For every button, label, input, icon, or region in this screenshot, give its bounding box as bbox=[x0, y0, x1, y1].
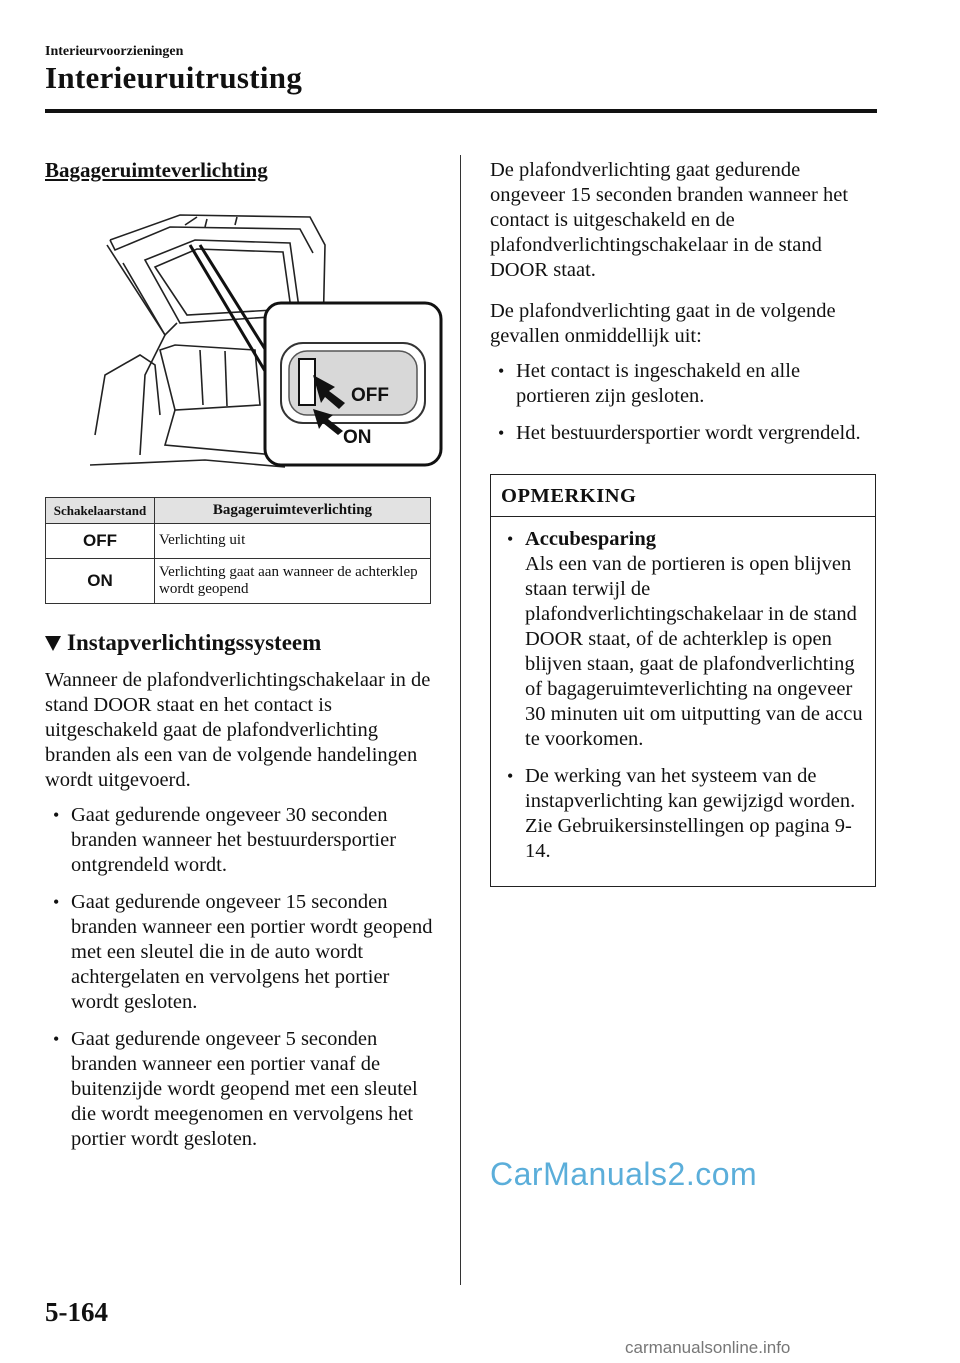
bullet-icon: • bbox=[507, 766, 514, 786]
tailgate-illustration bbox=[85, 205, 445, 477]
footer-watermark: carmanualsonline.info bbox=[625, 1338, 791, 1357]
right-column bbox=[490, 158, 876, 887]
list-item bbox=[499, 527, 867, 752]
list-item bbox=[490, 421, 876, 446]
illustration-label-on: ON bbox=[343, 427, 372, 448]
header-rule bbox=[45, 109, 877, 113]
page-number: 5-164 bbox=[45, 1297, 108, 1327]
note-item-body: Als een van de portieren is open blijven staan terwijl de plafondverlichtingschakelaar in de stand DOOR staat, of de achterklep is open blijven staan, gaat de plafondverlichting of bagageruimteverlichting na ongeveer 30 minuten uit om uitputting van de accu te voorkomen. bbox=[525, 553, 863, 750]
note-box bbox=[490, 474, 876, 887]
bullet-icon: • bbox=[53, 892, 60, 912]
section-label: Interieurvoorzieningen bbox=[45, 44, 184, 59]
note-bullets bbox=[491, 527, 875, 886]
entry-light-intro: Wanneer de plafondverlichtingschakelaar in de stand DOOR staat en het contact is uitgeschakeld gaat de plafondverlichting branden als een van de volgende handelingen wordt uitgevoerd. bbox=[45, 669, 431, 791]
switch-position-table bbox=[45, 497, 431, 604]
bullet-icon: • bbox=[498, 361, 505, 381]
column-divider bbox=[460, 155, 461, 1285]
note-item-title: Accubesparing bbox=[525, 528, 656, 550]
watermark-logo: CarManuals2.com bbox=[490, 1156, 758, 1192]
list-item bbox=[45, 803, 435, 878]
entry-light-section-title bbox=[45, 630, 435, 656]
right-paragraph-1: De plafondverlichting gaat gedurende ongeveer 15 seconden branden wanneer het contact is uitgeschakeld en de plafondverlichtingschakelaar in de stand DOOR staat. bbox=[490, 159, 849, 281]
bullet-icon: • bbox=[53, 1029, 60, 1049]
list-item bbox=[45, 890, 435, 1015]
table-row bbox=[46, 524, 431, 559]
right-paragraph-2: De plafondverlichting gaat in de volgende gevallen onmiddellijk uit: bbox=[490, 300, 836, 347]
page-title: Interieuruitrusting bbox=[45, 60, 303, 95]
table-row bbox=[46, 559, 431, 604]
list-item-text: Het contact is ingeschakeld en alle portieren zijn gesloten. bbox=[516, 360, 801, 407]
note-heading: OPMERKING bbox=[491, 475, 875, 517]
list-item-text: Het bestuurdersportier wordt vergrendeld. bbox=[516, 422, 861, 444]
table-header-switch: Schakelaarstand bbox=[46, 498, 155, 524]
switch-symbol-on: ON bbox=[46, 559, 155, 604]
list-item bbox=[499, 764, 867, 864]
note-item-body: De werking van het systeem van de instapverlichting kan gewijzigd worden. bbox=[525, 765, 856, 812]
bullet-icon: • bbox=[53, 805, 60, 825]
table-cell-desc: Verlichting gaat aan wanneer de achterklep wordt geopend bbox=[155, 559, 431, 604]
entry-light-title-text: Instapverlichtingssysteem bbox=[67, 630, 322, 655]
table-cell-desc: Verlichting uit bbox=[155, 524, 431, 559]
bullet-icon: • bbox=[498, 423, 505, 443]
tailgate-drawing bbox=[85, 205, 445, 477]
entry-light-bullets bbox=[45, 803, 435, 1152]
triangle-marker-icon bbox=[45, 636, 61, 651]
switch-symbol-off: OFF bbox=[46, 524, 155, 559]
list-item bbox=[490, 359, 876, 409]
table-header-light: Bagageruimteverlichting bbox=[155, 498, 431, 524]
list-item-text: Gaat gedurende ongeveer 15 seconden branden wanneer een portier wordt geopend met een sleutel die in de auto wordt achtergelaten en vervolgens het portier wordt gesloten. bbox=[71, 891, 433, 1013]
illustration-label-off: OFF bbox=[351, 385, 389, 406]
left-column bbox=[45, 158, 435, 1164]
list-item-text: Gaat gedurende ongeveer 5 seconden branden wanneer een portier vanaf de buitenzijde wordt geopend met een sleutel die wordt meegenomen en vervolgens het portier wordt gesloten. bbox=[71, 1028, 418, 1150]
right-bullets bbox=[490, 359, 876, 446]
page-reference: Zie Gebruikersinstellingen op pagina 9-14. bbox=[525, 815, 852, 862]
luggage-light-subheading: Bagageruimteverlichting bbox=[45, 158, 268, 182]
list-item-text: Gaat gedurende ongeveer 30 seconden branden wanneer het bestuurdersportier ontgrendeld wordt. bbox=[71, 804, 397, 876]
list-item bbox=[45, 1027, 435, 1152]
bullet-icon: • bbox=[507, 529, 514, 549]
